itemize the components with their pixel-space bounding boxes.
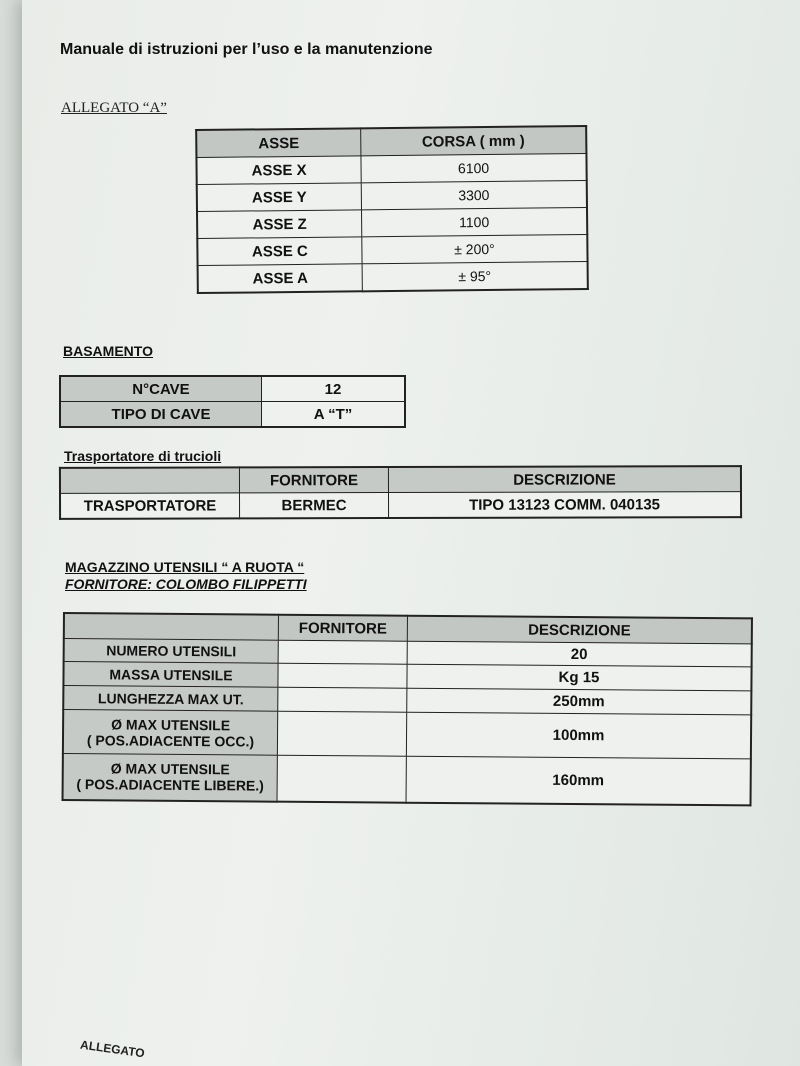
table-row	[63, 754, 751, 805]
axis-name: ASSE A	[198, 264, 363, 293]
basamento-table	[59, 375, 406, 428]
mag-fornitore	[277, 755, 406, 802]
mag-header-descrizione: DESCRIZIONE	[407, 616, 752, 644]
axes-header-asse: ASSE	[196, 128, 361, 157]
mag-label	[64, 639, 279, 664]
basamento-label: TIPO DI CAVE	[60, 402, 262, 428]
table-row	[60, 492, 741, 519]
trasp-header-empty	[60, 467, 240, 493]
mag-descrizione: 20	[407, 641, 752, 667]
trasp-descrizione: TIPO 13123 COMM. 040135	[389, 492, 742, 518]
mag-label	[63, 662, 278, 688]
mag-descrizione: 250mm	[407, 688, 752, 715]
mag-fornitore	[278, 640, 407, 664]
mag-label-line1: NUMERO UTENSILI	[106, 642, 237, 660]
basamento-label: N°CAVE	[60, 376, 262, 402]
table-row	[197, 180, 587, 211]
axis-name: ASSE C	[197, 237, 362, 266]
attachment-label: ALLEGATO “A”	[61, 100, 167, 116]
mag-label-line1: MASSA UTENSILE	[109, 665, 233, 683]
trasp-header-descrizione: DESCRIZIONE	[388, 466, 741, 492]
axis-stroke: 1100	[362, 207, 588, 236]
mag-label-line1: Ø MAX UTENSILE	[111, 715, 231, 733]
mag-fornitore	[278, 663, 407, 688]
trasp-fornitore: BERMEC	[240, 493, 389, 519]
magazzino-title: MAGAZZINO UTENSILI “ A RUOTA “	[65, 559, 305, 575]
basamento-title: BASAMENTO	[63, 343, 153, 359]
axis-name: ASSE Z	[197, 210, 362, 239]
mag-label-line1: Ø MAX UTENSILE	[110, 760, 230, 778]
mag-label-line1: LUNGHEZZA MAX UT.	[97, 689, 244, 707]
trasp-header-fornitore: FORNITORE	[239, 467, 388, 493]
mag-label-line2: ( POS.ADIACENTE LIBERE.)	[76, 776, 264, 794]
table-row	[60, 402, 405, 428]
table-row	[60, 376, 405, 402]
mag-header-empty	[64, 613, 279, 640]
table-row	[196, 153, 586, 184]
trasportatore-table	[59, 465, 742, 520]
mag-label-line2: ( POS.ADIACENTE OCC.)	[86, 731, 255, 750]
axis-stroke: 3300	[361, 180, 587, 209]
table-row	[63, 710, 751, 759]
footer-stamp: ALLEGATO	[79, 1037, 146, 1061]
mag-descrizione: 160mm	[406, 756, 751, 805]
magazzino-table	[62, 612, 753, 806]
page-title: Manuale di istruzioni per l’uso e la manutenzione	[60, 41, 433, 58]
mag-header-fornitore: FORNITORE	[278, 615, 407, 642]
table-row	[198, 261, 588, 293]
trasportatore-title: Trasportatore di trucioli	[64, 448, 222, 464]
table-row	[197, 234, 587, 265]
mag-descrizione: Kg 15	[407, 664, 752, 691]
axis-stroke: ± 200°	[362, 234, 588, 263]
axis-stroke: ± 95°	[362, 261, 588, 291]
mag-fornitore	[277, 711, 406, 756]
axis-name: ASSE X	[196, 156, 361, 185]
axis-name: ASSE Y	[197, 183, 362, 212]
mag-label	[63, 710, 278, 756]
mag-label	[63, 686, 278, 712]
basamento-value: 12	[262, 376, 406, 402]
mag-fornitore	[278, 687, 407, 712]
trasp-name: TRASPORTATORE	[60, 493, 240, 519]
basamento-value: A “T”	[262, 402, 406, 428]
mag-descrizione: 100mm	[406, 712, 751, 759]
axis-stroke: 6100	[361, 153, 587, 182]
axes-header-corsa: CORSA ( mm )	[361, 126, 587, 156]
mag-label	[63, 754, 278, 802]
axes-table	[195, 125, 589, 294]
magazzino-subtitle: FORNITORE: COLOMBO FILIPPETTI	[65, 576, 307, 592]
table-row	[197, 207, 587, 238]
